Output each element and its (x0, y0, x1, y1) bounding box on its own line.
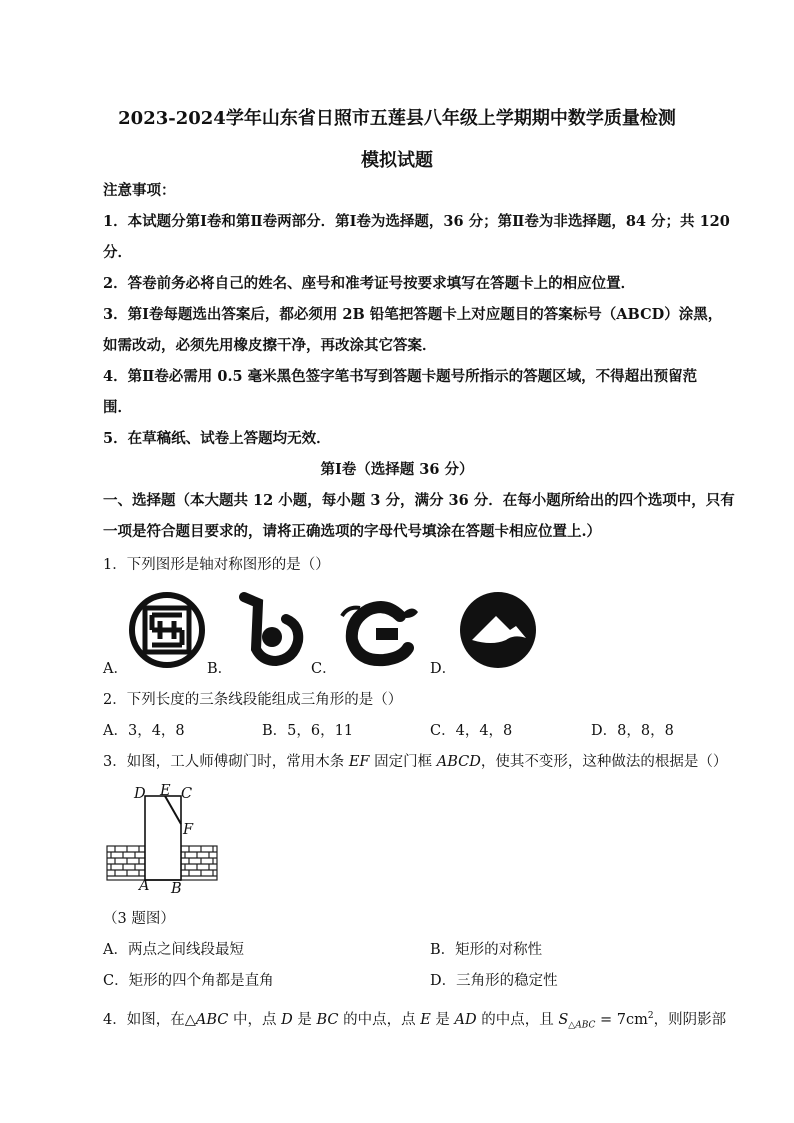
q1-option-d: D． (430, 661, 457, 677)
q3-caption: （3 题图） (103, 911, 175, 927)
q3-stem: 3．如图，工人师傅砌门时，常用木条 EF 固定门框 ABCD，使其不变形，这种做法的根据是（） (103, 754, 728, 770)
q3-option-c: C．矩形的四个角都是直角 (103, 973, 274, 989)
q3-option-b: B．矩形的对称性 (430, 942, 543, 958)
note-line-6: 4．第Ⅱ卷必需用 0.5 毫米黑色签字笔书写到答题卡题号所指示的答题区域，不得超出预留范 (103, 368, 698, 385)
q2-option-c: C．4，4，8 (430, 723, 513, 739)
q1-stem: 1．下列图形是轴对称图形的是（） (103, 557, 330, 573)
fig3-label-b: B (171, 881, 182, 897)
notes-heading: 注意事项： (103, 182, 176, 199)
note-line-5: 如需改动，必须先用橡皮擦干净，再改涂其它答案． (103, 337, 437, 354)
title-line-2: 模拟试题 (361, 150, 433, 171)
circle-mountain-logo-icon (458, 590, 538, 670)
q3-option-d: D．三角形的稳定性 (430, 973, 558, 989)
title-line-1: 2023-2024学年山东省日照市五莲县八年级上学期期中数学质量检测 (118, 108, 676, 129)
q2-stem: 2．下列长度的三条线段能组成三角形的是（） (103, 692, 403, 708)
note-line-3: 2．答卷前务必将自己的姓名、座号和准考证号按要求填写在答题卡上的相应位置． (103, 275, 636, 292)
swirl-logo-icon (232, 591, 312, 669)
q2-option-d: D．8，8，8 (591, 723, 674, 739)
q2-option-b: B．5，6，11 (262, 723, 354, 739)
door-frame-figure (103, 786, 223, 896)
q2-option-a: A．3，4，8 (103, 723, 185, 739)
fig3-label-d: D (134, 786, 146, 802)
q3-option-a: A．两点之间线段最短 (103, 942, 244, 958)
fig3-label-a: A (139, 878, 150, 894)
q1-option-a: A． (103, 661, 128, 677)
bank-logo-icon (128, 591, 206, 669)
fig3-label-c: C (181, 786, 193, 802)
section-title: 第Ⅰ卷（选择题 36 分） (320, 461, 474, 478)
q1-option-c: C． (311, 661, 337, 677)
note-line-2: 分． (103, 244, 132, 261)
note-line-1: 1．本试题分第Ⅰ卷和第Ⅱ卷两部分．第Ⅰ卷为选择题，36 分；第Ⅱ卷为非选择题，84 分；共 120 (103, 213, 730, 230)
q1-option-b: B． (207, 661, 233, 677)
q4-stem: 4．如图，在△ABC 中，点 D 是 BC 的中点，点 E 是 AD 的中点，且 $S_{\triangle ABC} = 7cm^2$，则阴影部 (103, 1011, 727, 1031)
section-intro-2: 一项是符合题目要求的，请将正确选项的字母代号填涂在答题卡相应位置上.） (103, 523, 602, 540)
note-line-7: 围． (103, 399, 132, 416)
fig3-label-f: F (183, 822, 194, 838)
section-intro-1: 一、选择题（本大题共 12 小题，每小题 3 分，满分 36 分．在每小题所给出的四个选项中，只有 (103, 492, 735, 509)
fig3-label-e: E (160, 783, 171, 799)
note-line-4: 3．第Ⅰ卷每题选出答案后，都必须用 2B 铅笔把答题卡上对应题目的答案标号（ABCD）涂黑， (103, 306, 723, 323)
note-line-8: 5．在草稿纸、试卷上答题均无效． (103, 430, 331, 447)
dragon-logo-icon (336, 596, 422, 670)
